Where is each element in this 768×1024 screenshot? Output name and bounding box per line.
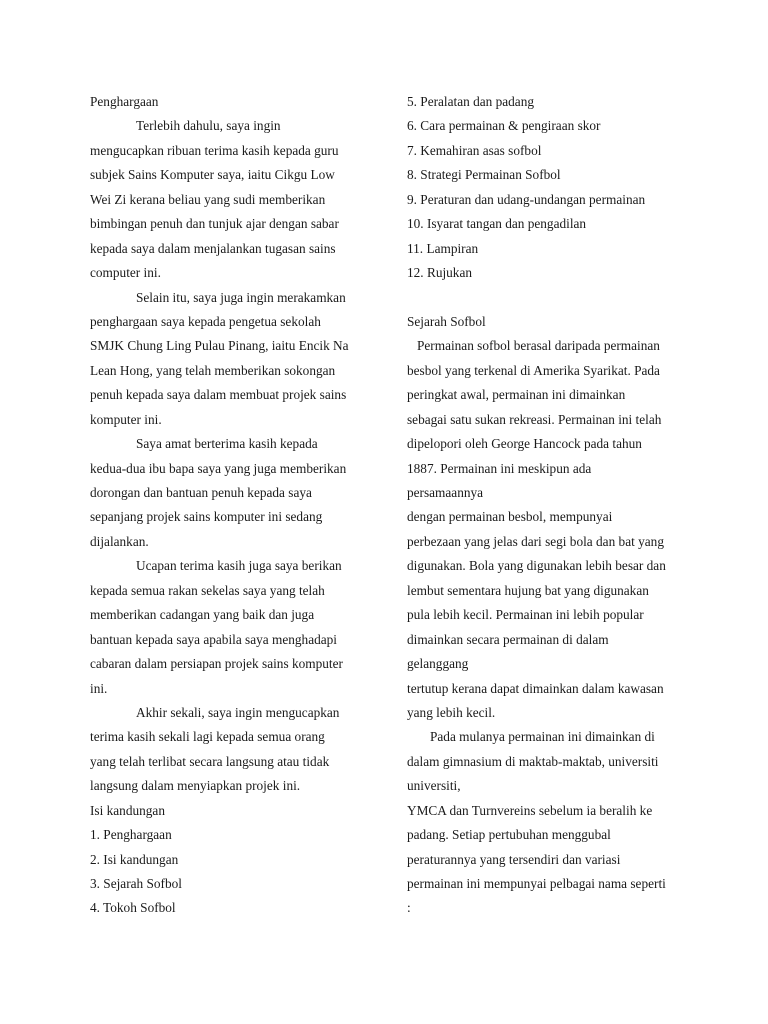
text-line: dengan permainan besbol, mempunyai	[407, 509, 613, 525]
text-line: Ucapan terima kasih juga saya berikan	[136, 558, 342, 574]
text-line: lembut sementara hujung bat yang digunakan	[407, 582, 649, 598]
history-heading: Sejarah Sofbol	[407, 313, 486, 329]
toc-item: 4. Tokoh Sofbol	[90, 900, 176, 916]
toc-item: 7. Kemahiran asas sofbol	[407, 142, 542, 158]
text-line: 1887. Permainan ini meskipun ada	[407, 460, 592, 476]
toc-item: 1. Penghargaan	[90, 827, 172, 843]
text-line: sebagai satu sukan rekreasi. Permainan ini telah	[407, 411, 662, 427]
text-line: universiti,	[407, 778, 461, 794]
toc-item: 10. Isyarat tangan dan pengadilan	[407, 216, 587, 232]
text-line: besbol yang terkenal di Amerika Syarikat. Pada	[407, 362, 660, 378]
text-line: dorongan dan bantuan penuh kepada saya	[90, 485, 312, 500]
text-line: komputer ini.	[90, 411, 162, 427]
text-line: digunakan. Bola yang digunakan lebih besar dan	[407, 558, 666, 574]
toc-item: 3. Sejarah Sofbol	[90, 876, 182, 891]
text-line: kedua-dua ibu bapa saya yang juga memberikan	[90, 460, 347, 476]
text-line: Permainan sofbol berasal daripada permainan	[417, 338, 660, 354]
text-line: sepanjang projek sains komputer ini sedang	[90, 509, 323, 525]
toc-item: 9. Peraturan dan udang-undangan permainan	[407, 191, 646, 207]
text-line: penuh kepada saya dalam membuat projek sains	[90, 387, 347, 403]
text-line: langsung dalam menyiapkan projek ini.	[90, 778, 301, 794]
text-line: gelanggang	[407, 656, 469, 672]
text-line: SMJK Chung Ling Pulau Pinang, iaitu Encik Na	[90, 338, 349, 354]
text-line: peraturannya yang tersendiri dan variasi	[407, 851, 621, 867]
text-line: yang telah terlibat secara langsung atau tidak	[90, 753, 330, 769]
text-line: mengucapkan ribuan terima kasih kepada guru	[90, 142, 339, 158]
text-line: kepada saya dalam menjalankan tugasan sains	[90, 240, 336, 256]
left-column	[90, 90, 365, 921]
text-line: yang lebih kecil.	[407, 704, 496, 720]
text-line: memberikan cadangan yang baik dan juga	[90, 607, 315, 623]
text-line: peringkat awal, permainan ini dimainkan	[407, 387, 626, 403]
text-line: padang. Setiap pertubuhan menggubal	[407, 827, 611, 843]
text-line: pula lebih kecil. Permainan ini lebih popular	[407, 607, 644, 623]
text-line: Lean Hong, yang telah memberikan sokongan	[90, 362, 336, 378]
acknowledgement-heading: Penghargaan	[90, 94, 159, 109]
toc-item: 8. Strategi Permainan Sofbol	[407, 167, 561, 183]
text-line: Terlebih dahulu, saya ingin	[136, 118, 281, 134]
toc-item: 12. Rujukan	[407, 265, 473, 281]
text-line: kepada semua rakan sekelas saya yang telah	[90, 582, 325, 598]
text-line: YMCA dan Turnvereins sebelum ia beralih ke	[407, 802, 653, 818]
text-line: Wei Zi kerana beliau yang sudi memberikan	[90, 191, 326, 207]
text-line: permainan ini mempunyai pelbagai nama seperti	[407, 876, 666, 891]
text-line: subjek Sains Komputer saya, iaitu Cikgu Low	[90, 167, 335, 183]
text-line: tertutup kerana dapat dimainkan dalam kawasan	[407, 680, 664, 696]
right-column	[407, 90, 687, 921]
text-line: terima kasih sekali lagi kepada semua orang	[90, 729, 325, 745]
text-line: bantuan kepada saya apabila saya menghadapi	[90, 631, 337, 647]
text-line: cabaran dalam persiapan projek sains komputer	[90, 656, 343, 672]
text-line: dimainkan secara permainan di dalam	[407, 631, 609, 647]
text-line: persamaannya	[407, 485, 484, 500]
text-line: Saya amat berterima kasih kepada	[136, 436, 318, 452]
blank-line	[407, 286, 687, 310]
text-line: ini.	[90, 680, 108, 696]
text-line: Selain itu, saya juga ingin merakamkan	[136, 289, 346, 305]
text-line: perbezaan yang jelas dari segi bola dan bat yang	[407, 533, 664, 549]
text-line: bimbingan penuh dan tunjuk ajar dengan sabar	[90, 216, 339, 232]
toc-heading: Isi kandungan	[90, 802, 165, 818]
toc-item: 5. Peralatan dan padang	[407, 94, 535, 109]
text-line: Pada mulanya permainan ini dimainkan di	[430, 729, 655, 745]
toc-item: 2. Isi kandungan	[90, 851, 179, 867]
text-line: dijalankan.	[90, 533, 149, 549]
text-line: dalam gimnasium di maktab-maktab, universiti	[407, 753, 659, 769]
toc-item: 6. Cara permainan & pengiraan skor	[407, 118, 601, 134]
text-line: dipelopori oleh George Hancock pada tahun	[407, 436, 642, 452]
text-line: :	[407, 900, 411, 916]
text-line: computer ini.	[90, 265, 161, 281]
text-line: Akhir sekali, saya ingin mengucapkan	[136, 704, 340, 720]
toc-item: 11. Lampiran	[407, 240, 479, 256]
text-line: penghargaan saya kepada pengetua sekolah	[90, 313, 321, 329]
